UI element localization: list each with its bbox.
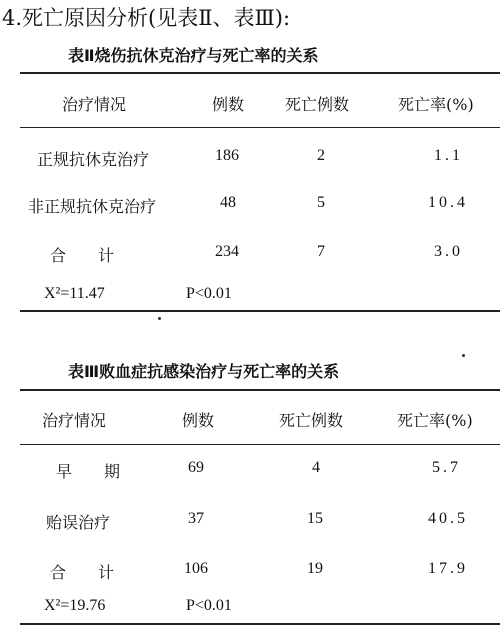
table-cell: 非正规抗休克治疗 [28, 197, 157, 216]
table2-caption: 表Ⅱ烧伤抗休克治疗与死亡率的关系 [68, 46, 319, 65]
table3-bottom-rule [20, 623, 500, 625]
table-cell: 48 [220, 194, 236, 211]
table3-header-cases: 例数 [182, 411, 215, 430]
table-cell: 17.9 [428, 560, 468, 577]
table2-chi-square: X²=11.47 [44, 285, 105, 302]
table-cell: 3.0 [434, 243, 463, 260]
table2-header-cases: 例数 [212, 95, 245, 114]
speck [462, 354, 465, 357]
speck [158, 317, 161, 320]
table-cell: 19 [307, 560, 323, 577]
table-cell: 69 [188, 459, 204, 476]
table2-p-value: P<0.01 [186, 285, 232, 302]
table-cell: 186 [215, 147, 239, 164]
table-cell: 5.7 [432, 459, 461, 476]
table3-top-rule [20, 389, 500, 391]
table-cell: 贻误治疗 [46, 513, 111, 532]
table-cell: 正规抗休克治疗 [37, 150, 150, 169]
section-heading: 4.死亡原因分析(见表Ⅱ、表Ⅲ): [2, 6, 291, 30]
table3-caption: 表Ⅲ败血症抗感染治疗与死亡率的关系 [68, 362, 340, 381]
table-cell: 4 [312, 459, 320, 476]
table-cell: 10.4 [428, 194, 468, 211]
table2-bottom-rule [20, 310, 500, 312]
table3-header-deaths: 死亡例数 [279, 411, 344, 430]
table-cell: 合 计 [50, 563, 123, 582]
table-cell: 2 [317, 147, 325, 164]
table-cell: 7 [317, 243, 325, 260]
table2-header-deaths: 死亡例数 [285, 95, 350, 114]
table-cell: 106 [184, 560, 208, 577]
table-cell: 37 [188, 510, 204, 527]
table2-top-rule [20, 72, 500, 74]
table-cell: 15 [307, 510, 323, 527]
table-cell: 234 [215, 243, 239, 260]
table3-header-mortality: 死亡率(%) [397, 411, 473, 430]
table3-header-treatment: 治疗情况 [42, 411, 107, 430]
table-cell: 合 计 [50, 246, 123, 265]
table-cell: 5 [317, 194, 325, 211]
table-cell: 1.1 [434, 147, 463, 164]
table3-chi-square: X²=19.76 [44, 597, 106, 614]
table3-header-rule [20, 444, 500, 445]
table2-header-treatment: 治疗情况 [62, 95, 127, 114]
table2-header-rule [20, 127, 500, 128]
table-cell: 40.5 [428, 510, 468, 527]
table2-header-mortality: 死亡率(%) [398, 95, 474, 114]
table-cell: 早 期 [56, 462, 129, 481]
table3-p-value: P<0.01 [186, 597, 232, 614]
